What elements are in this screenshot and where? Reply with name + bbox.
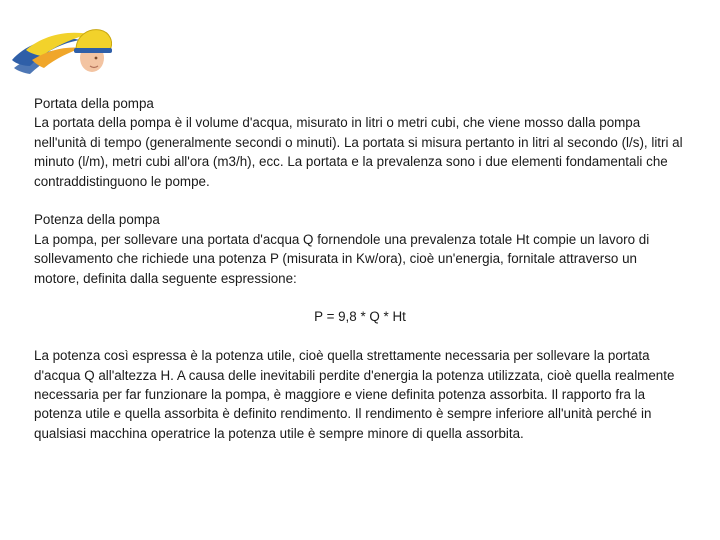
closing-paragraph: La potenza così espressa è la potenza utile, cioè quella strettamente necessaria per sollevare la portata d'acqua Q all'altezza H. A causa delle inevitabili perdite d'energia la potenza utilizzata, cioè quella realmente necessaria per far funzionare la pompa, è maggiore e viene definita potenza assorbita. Il rapporto fra la potenza utile e quella assorbita è definito rendimento. Il rendimento è sempre inferiore all'unità perché in qualsiasi macchina operatrice la potenza utile è sempre minore di quella assorbita. [34,348,675,441]
power-formula: P = 9,8 * Q * Ht [314,309,406,325]
worker-helmet-logo-icon [8,20,112,84]
section-body: La pompa, per sollevare una portata d'acqua Q fornendole una prevalenza totale Ht compie un lavoro di sollevamento che richiede una potenza P (misurata in Kw/ora), cioè un'energia, fornitale attraverso un motore, definita dalla seguente espressione: [34,231,650,286]
section-body: La portata della pompa è il volume d'acqua, misurato in litri o metri cubi, che viene mosso dalla pompa nell'unità di tempo (generalmente secondi o minuti). La portata si misura pertanto in litri al secondo (l/s), litri al minuto (l/m), metri cubi all'ora (m3/h), ecc. La portata e la prevalenza sono i due elementi fondamentali che contraddistinguono le pompe. [34,115,683,189]
section-portata [34,94,686,191]
section-potenza [34,210,686,288]
section-heading: Portata della pompa [34,96,154,111]
section-heading: Potenza della pompa [34,212,160,228]
document-content [34,94,686,443]
